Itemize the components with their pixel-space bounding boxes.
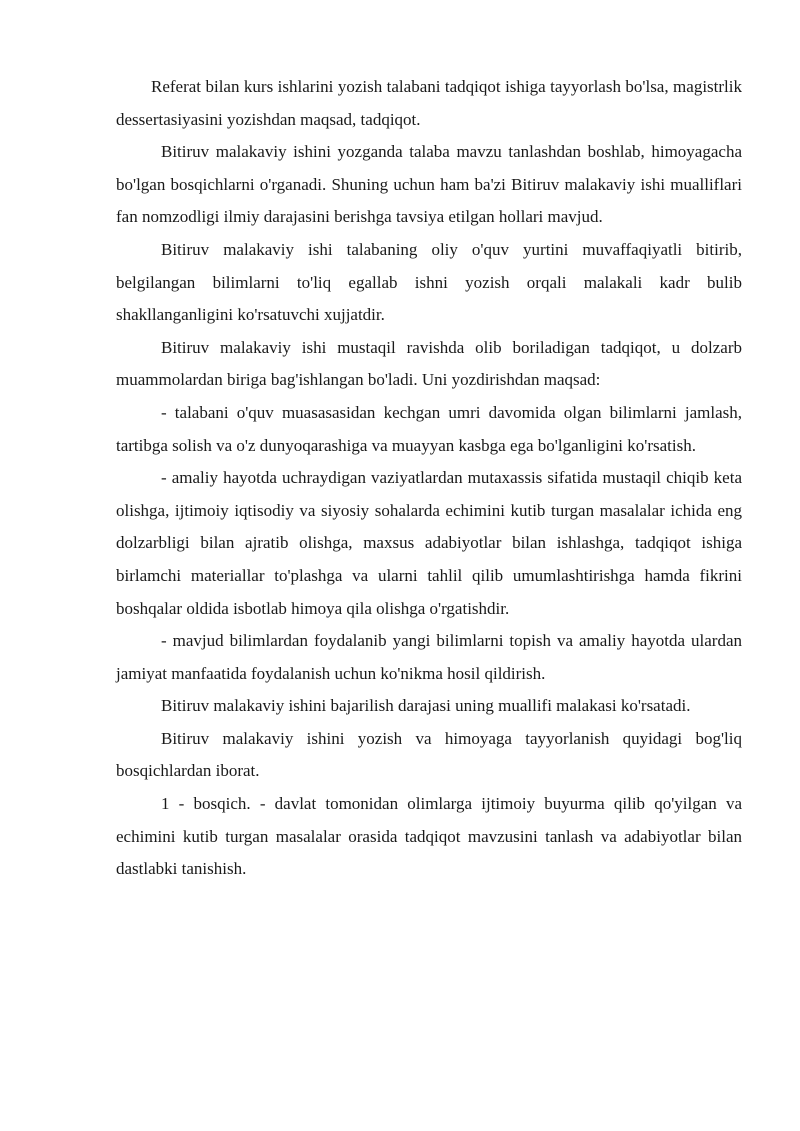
list-item: - mavjud bilimlardan foydalanib yangi bilimlarni topish va amaliy hayotda ulardan jamiyat manfaatida foydalanish uchun ko'nikma hosil qildirish.	[116, 631, 742, 683]
paragraph: Bitiruv malakaviy ishi talabaning oliy o'quv yurtini muvaffaqiyatli bitirib, belgilangan bilimlarni to'liq egallab ishni yozish orqali malakali kadr bulib shakllanganligini ko'rsatuvchi xujjatdir.	[116, 239, 742, 325]
list-item: - talabani o'quv muasasasidan kechgan umri davomida olgan bilimlarni jamlash, tartibga solish va o'z dunyoqarashiga va muayyan kasbga ega bo'lganligini ko'rsatish.	[116, 402, 742, 455]
document-page	[116, 71, 742, 886]
paragraph: Bitiruv malakaviy ishini yozganda talaba mavzu tanlashdan boshlab, himoyagacha bo'lgan bosqichlarni o'rganadi. Shuning uchun ham ba'zi Bitiruv malakaviy ishi mualliflari fan nomzodligi ilmiy darajasini berishga tavsiya etilgan hollari mavjud.	[116, 142, 742, 227]
list-item: - amaliy hayotda uchraydigan vaziyatlardan mutaxassis sifatida mustaqil chiqib keta olishga, ijtimoiy iqtisodiy va siyosiy sohalarda echimini kutib turgan masalalar ichida eng dolzarbligi bilan ajratib olishga, maxsus adabiyotlar bilan ishlashga, tadqiqot ishiga birlamchi materiallar to'plashga va ularni tahlil qilib umumlashtirishga hamda fikrini boshqalar oldida isbotlab himoya qila olishga o'rgatishdir.	[116, 468, 742, 618]
paragraph: 1 - bosqich. - davlat tomonidan olimlarga ijtimoiy buyurma qilib qo'yilgan va echimini kutib turgan masalalar orasida tadqiqot mavzusini tanlash va adabiyotlar bilan dastlabki tanishish.	[116, 794, 742, 879]
paragraph: Bitiruv malakaviy ishini bajarilish darajasi uning muallifi malakasi ko'rsatadi.	[161, 696, 691, 716]
paragraph: Referat bilan kurs ishlarini yozish talabani tadqiqot ishiga tayyorlash bo'lsa, magistrlik dessertasiyasini yozishdan maqsad, tadqiqot.	[116, 77, 742, 129]
paragraph: Bitiruv malakaviy ishi mustaqil ravishda olib boriladigan tadqiqot, u dolzarb muammolardan biriga bag'ishlangan bo'ladi. Uni yozdirishdan maqsad:	[116, 337, 742, 390]
paragraph: Bitiruv malakaviy ishini yozish va himoyaga tayyorlanish quyidagi bog'liq bosqichlardan iborat.	[116, 728, 742, 781]
